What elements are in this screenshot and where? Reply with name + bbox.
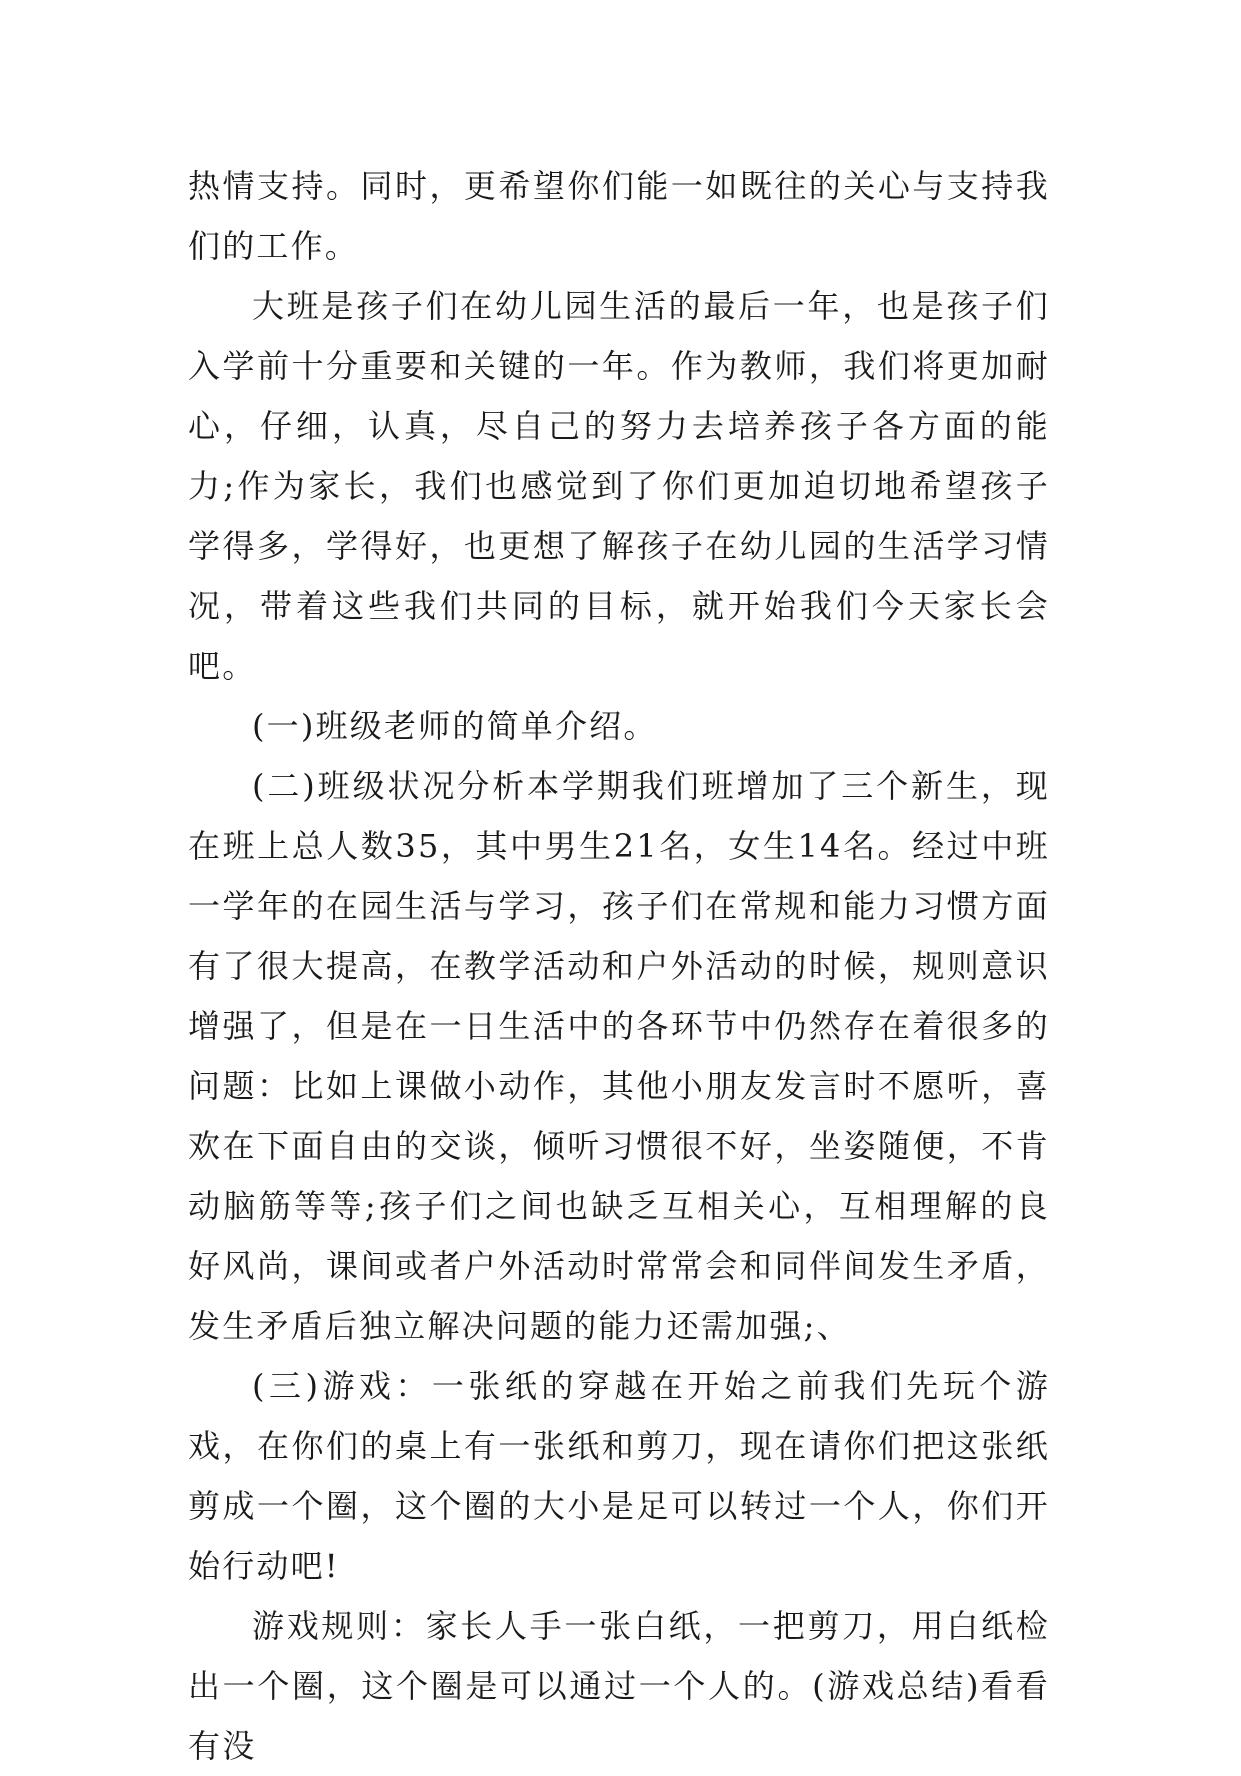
paragraph-5: (三)游戏：一张纸的穿越在开始之前我们先玩个游戏，在你们的桌上有一张纸和剪刀，现在请你们把这张纸剪成一个圈，这个圈的大小是足可以转过一个人，你们开始行动吧! [188, 1367, 1050, 1585]
paragraph-6: 游戏规则：家长人手一张白纸，一把剪刀，用白纸检出一个圈，这个圈是可以通过一个人的。(游戏总结)看看有没 [188, 1607, 1050, 1765]
document-body [188, 156, 1050, 1776]
paragraph-1: 热情支持。同时，更希望你们能一如既往的关心与支持我们的工作。 [188, 167, 1050, 265]
paragraph-2: 大班是孩子们在幼儿园生活的最后一年，也是孩子们入学前十分重要和关键的一年。作为教师，我们将更加耐心，仔细，认真，尽自己的努力去培养孩子各方面的能力;作为家长，我们也感觉到了你们更加迫切地希望孩子学得多，学得好，也更想了解孩子在幼儿园的生活学习情况，带着这些我们共同的目标，就开始我们今天家长会吧。 [188, 287, 1050, 685]
paragraph-3: (一)班级老师的简单介绍。 [252, 707, 658, 745]
paragraph-4: (二)班级状况分析本学期我们班增加了三个新生，现在班上总人数35，其中男生21名，女生14名。经过中班一学年的在园生活与学习，孩子们在常规和能力习惯方面有了很大提高，在教学活动和户外活动的时候，规则意识增强了，但是在一日生活中的各环节中仍然存在着很多的问题：比如上课做小动作，其他小朋友发言时不愿听，喜欢在下面自由的交谈，倾听习惯很不好，坐姿随便，不肯动脑筋等等;孩子们之间也缺乏互相关心，互相理解的良好风尚，课间或者户外活动时常常会和同伴间发生矛盾，发生矛盾后独立解决问题的能力还需加强;、 [188, 767, 1050, 1345]
